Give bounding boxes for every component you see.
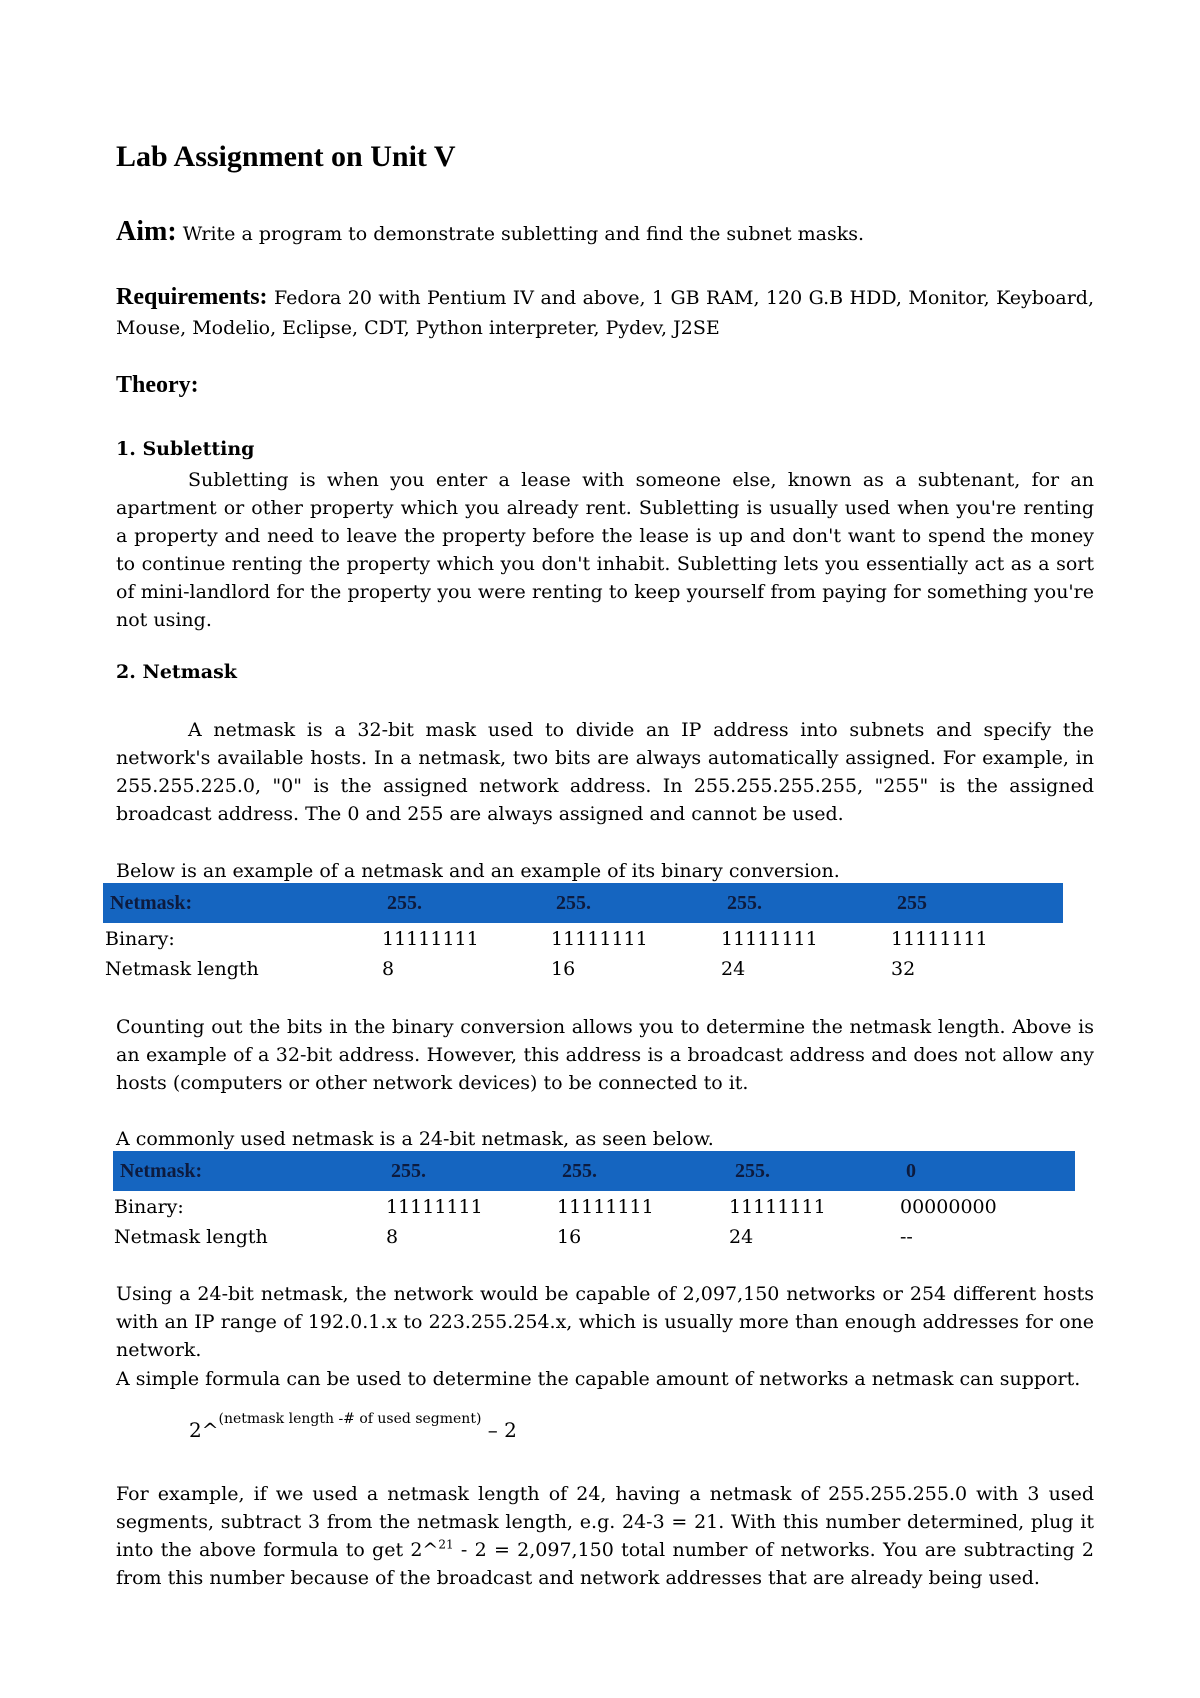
table2-length-cell: Netmask length xyxy=(114,1226,268,1248)
table1-intro: Below is an example of a netmask and an example of its binary conversion. xyxy=(116,860,840,882)
table1-binary-cell: 11111111 xyxy=(382,928,479,950)
after-table2-paragraph: Using a 24-bit netmask, the network would be capable of 2,097,150 networks or 254 different hosts with an IP range of 192.0.1.x to 223.255.254.x, which is usually more than enough addresses for one network. xyxy=(116,1283,1094,1361)
formula-example-paragraph xyxy=(116,1480,1094,1592)
example-exponent: 21 xyxy=(438,1537,454,1552)
table1-binary-cell: 11111111 xyxy=(551,928,648,950)
table1-header-cell: Netmask: xyxy=(110,892,193,914)
table2-header-cell: 255. xyxy=(735,1160,770,1182)
table2-length-cell: 24 xyxy=(729,1226,754,1248)
table1-header-cell: 255 xyxy=(897,892,927,914)
table2-header-cell: 255. xyxy=(391,1160,426,1182)
aim-text: Write a program to demonstrate subletting and find the subnet masks. xyxy=(176,223,865,245)
table1-header-cell: 255. xyxy=(727,892,762,914)
table2-binary-cell: 11111111 xyxy=(557,1196,654,1218)
table1-binary-cell: 11111111 xyxy=(891,928,988,950)
formula-tail: – 2 xyxy=(481,1418,517,1442)
after-table1-paragraph: Counting out the bits in the binary conversion allows you to determine the netmask length. Above is an example of a 32-bit address. However, this address is a broadcast address and does not allow any hosts (computers or other network devices) to be connected to it. xyxy=(116,1016,1094,1094)
table1-header-cell: 255. xyxy=(387,892,422,914)
table2-header-cell: Netmask: xyxy=(120,1160,203,1182)
formula-intro: A simple formula can be used to determine the capable amount of networks a netmask can support. xyxy=(116,1368,1081,1390)
table2-length-cell: 8 xyxy=(386,1226,399,1248)
theory-heading: Theory: xyxy=(116,372,199,398)
table1-header-cell: 255. xyxy=(556,892,591,914)
formula-base: 2^ xyxy=(189,1418,219,1442)
table1-length-cell: 16 xyxy=(551,958,576,980)
table1-length-cell: Netmask length xyxy=(105,958,259,980)
table2-binary-cell: 11111111 xyxy=(386,1196,483,1218)
netmask-body: A netmask is a 32-bit mask used to divide an IP address into subnets and specify the network's available hosts. In a netmask, two bits are always automatically assigned. For example, in 255.255.225.0, "0" is the assigned network address. In 255.255.255.255, "255" is the assigned broadcast address. The 0 and 255 are always assigned and cannot be used. xyxy=(116,719,1094,825)
page-title: Lab Assignment on Unit V xyxy=(116,140,456,173)
netmask-formula xyxy=(189,1411,517,1442)
requirements-text: Fedora 20 with Pentium IV and above, 1 GB RAM, 120 G.B HDD, Monitor, Keyboard, Mouse, Modelio, Eclipse, CDT, Python interpreter, Pydev, J2SE xyxy=(116,287,1094,339)
table1-length-cell: 24 xyxy=(721,958,746,980)
table1-binary-cell: 11111111 xyxy=(721,928,818,950)
formula-exponent: (netmask length -# of used segment) xyxy=(218,1411,482,1427)
table1-length-cell: 8 xyxy=(382,958,395,980)
requirements-paragraph xyxy=(116,282,1094,343)
example-text-a: For example, if we used a netmask length of 24, having a netmask of 255.255.255.0 with 3 used segments, subtract 3 from the netmask length, e.g. 24-3 = 21. With this number determined, plug it into the above formula to get 2^ xyxy=(116,1483,1094,1561)
subletting-heading: 1. Subletting xyxy=(116,438,255,460)
aim-label: Aim: xyxy=(116,216,177,247)
table2-intro: A commonly used netmask is a 24-bit netmask, as seen below. xyxy=(116,1128,714,1150)
table2-binary-cell: 00000000 xyxy=(900,1196,997,1218)
table2-length-cell: -- xyxy=(900,1226,913,1248)
example-text-b: - 2 = 2,097,150 total number of networks. You are subtracting 2 from this number because of the broadcast and network addresses that are already being used. xyxy=(116,1539,1094,1589)
aim-paragraph xyxy=(116,218,864,248)
table1-length-cell: 32 xyxy=(891,958,916,980)
subletting-body: Subletting is when you enter a lease with someone else, known as a subtenant, for an apartment or other property which you already rent. Subletting is usually used when you're renting a property and need to leave the property before the lease is up and don't want to spend the money to continue renting the property which you don't inhabit. Subletting lets you essentially act as a sort of mini-landlord for the property you were renting to keep yourself from paying for something you're not using. xyxy=(116,469,1094,631)
requirements-label: Requirements: xyxy=(116,284,268,310)
table1-binary-cell: Binary: xyxy=(105,928,175,950)
netmask-heading: 2. Netmask xyxy=(116,661,237,683)
table2-length-cell: 16 xyxy=(557,1226,582,1248)
table2-binary-cell: 11111111 xyxy=(729,1196,826,1218)
table2-header-cell: 255. xyxy=(562,1160,597,1182)
table2-header-cell: 0 xyxy=(906,1160,916,1182)
table2-binary-cell: Binary: xyxy=(114,1196,184,1218)
